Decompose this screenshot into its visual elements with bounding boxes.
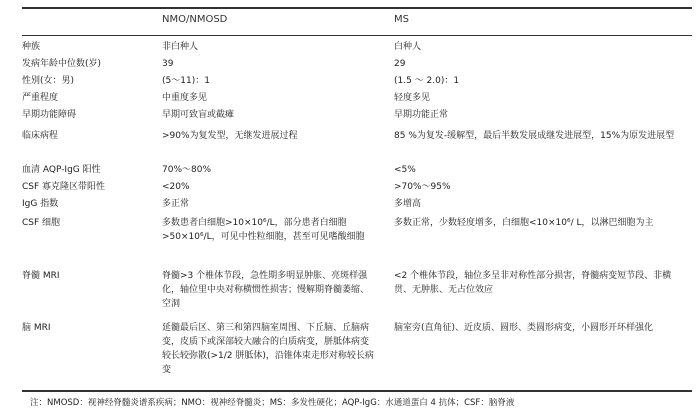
- row-ms: 白种人: [394, 42, 422, 52]
- table-top-rule: [22, 7, 692, 9]
- row-nmo: 多数患者白细胞>10×10⁶/L，部分患者白细胞>50×10⁶/L，可见中性粒细胞，甚至可见嗜酸细胞: [162, 218, 365, 242]
- header-ms: MS: [394, 14, 409, 25]
- row-nmo: 70%～80%: [162, 165, 212, 175]
- row-ms: 29: [394, 59, 406, 69]
- row-ms: (1.5 ～ 2.0)：1: [394, 76, 460, 86]
- row-nmo: 早期可致盲或截瘫: [162, 110, 235, 120]
- row-nmo: 中重度多见: [162, 93, 208, 103]
- row-nmo: 多正常: [162, 199, 190, 209]
- row-nmo: 非白种人: [162, 42, 199, 52]
- row-nmo: (5～11)：1: [162, 76, 210, 86]
- row-label: 严重程度: [22, 93, 59, 103]
- row-label: 性别(女：男): [22, 76, 75, 86]
- table-header-rule: [22, 35, 692, 36]
- row-label: 临床病程: [22, 131, 59, 141]
- row-label: 血清 AQP-IgG 阳性: [22, 165, 101, 175]
- row-ms: 早期功能正常: [394, 110, 449, 120]
- row-ms: 85 %为复发-缓解型，最后半数发展成继发进展型，15%为原发进展型: [394, 131, 675, 141]
- row-label: 早期功能障碍: [22, 110, 77, 120]
- table-footnote: 注：NMOSD：视神经脊髓炎谱系疾病；NMO：视神经脊髓炎；MS：多发性硬化；AQP-IgG：水通道蛋白 4 抗体；CSF：脑脊液: [30, 398, 515, 408]
- row-nmo: <20%: [162, 182, 190, 192]
- row-label: 发病年龄中位数(岁): [22, 59, 102, 69]
- row-ms: <2 个椎体节段，轴位多呈非对称性部分损害，脊髓病变短节段、非横贯、无肿胀、无占位效应: [394, 271, 672, 295]
- row-nmo: 39: [162, 59, 174, 69]
- row-ms: 多增高: [394, 199, 422, 209]
- row-nmo: 脊髓>3 个椎体节段，急性期多明显肿胀、亮斑样强化，轴位里中央对称横惯性损害；慢解期脊髓萎缩、空洞: [162, 271, 370, 309]
- row-ms: 轻度多见: [394, 93, 431, 103]
- header-nmo: NMO/NMOSD: [162, 14, 228, 25]
- row-label: 脑 MRI: [22, 323, 51, 333]
- row-label: CSF 细胞: [22, 218, 61, 228]
- row-label: 脊髓 MRI: [22, 271, 60, 281]
- row-ms: 脑室旁(直角征)、近皮质、圆形、类圆形病变，小圆形开环样强化: [394, 323, 654, 333]
- table-bottom-rule: [22, 390, 692, 392]
- row-ms: <5%: [394, 165, 416, 175]
- row-ms: 多数正常，少数轻度增多，白细胞<10×10⁶/ L，以淋巴细胞为主: [394, 218, 654, 228]
- row-nmo: >90%为复发型，无继发进展过程: [162, 131, 298, 141]
- row-label: IgG 指数: [22, 199, 59, 209]
- row-label: 种族: [22, 42, 41, 52]
- row-label: CSF 寡克隆区带阳性: [22, 182, 106, 192]
- row-nmo: 延髓最后区、第三和第四脑室周围、下丘脑、丘脑病变，皮质下或深部较大融合的白质病变，胼胝体病变较长较弥散(>1/2 胼胝体)，沿锥体束走形对称较长病变: [162, 323, 374, 375]
- row-ms: >70%～95%: [394, 182, 451, 192]
